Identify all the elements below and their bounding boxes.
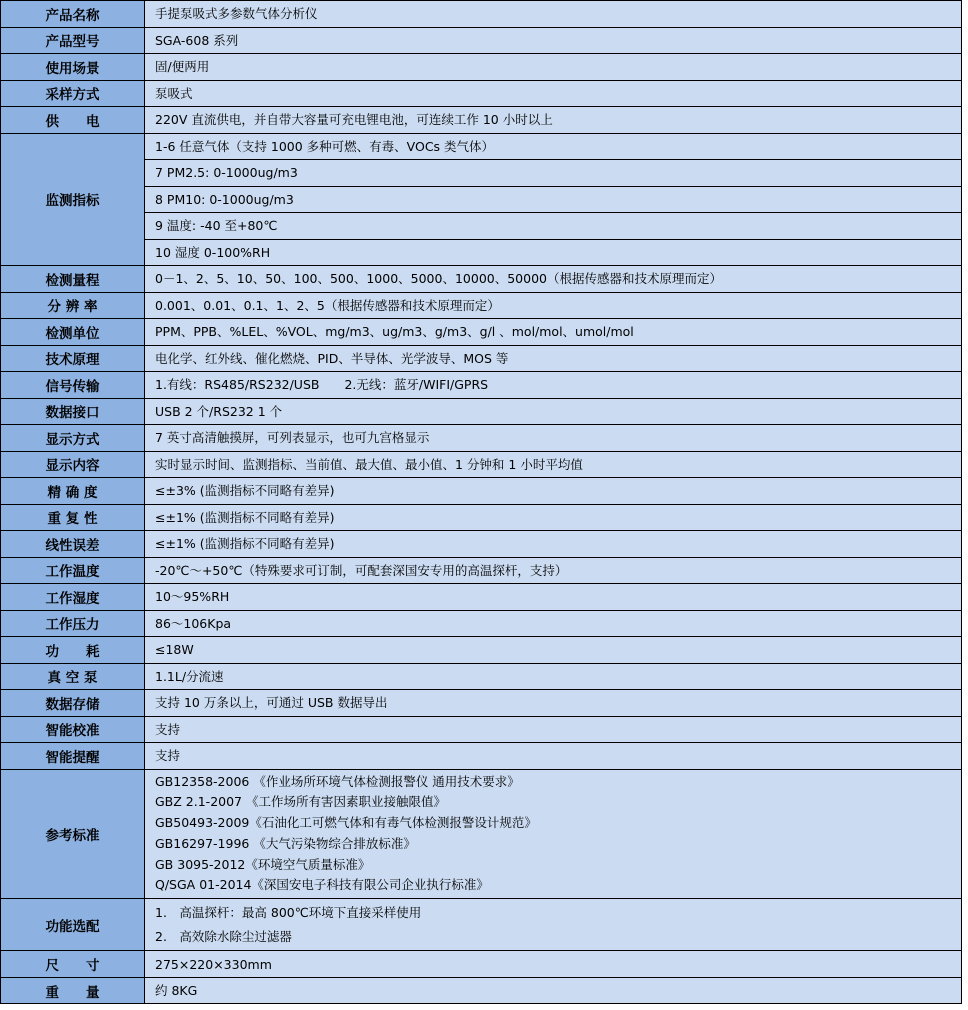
spec-value	[145, 663, 962, 690]
spec-value-line: GB12358-2006 《作业场所环境气体检测报警仪 通用技术要求》	[155, 773, 520, 789]
spec-row	[1, 531, 962, 558]
spec-value	[145, 769, 962, 899]
spec-value	[145, 27, 962, 54]
spec-value-line: 275×220×330mm	[155, 956, 272, 972]
spec-value	[145, 531, 962, 558]
spec-value	[145, 610, 962, 637]
spec-row	[1, 769, 962, 899]
spec-value-line: 1. 高温探杆：最高 800℃环境下直接采样使用	[155, 905, 422, 921]
spec-row	[1, 372, 962, 399]
spec-value-line: SGA-608 系列	[155, 32, 239, 48]
spec-label: 数据接口	[1, 398, 145, 425]
spec-label: 使用场景	[1, 54, 145, 81]
spec-label: 技术原理	[1, 345, 145, 372]
spec-value-line: ≤±1% (监测指标不同略有差异)	[155, 536, 335, 552]
spec-value	[145, 425, 962, 452]
spec-value-line: Q/SGA 01-2014《深国安电子科技有限公司企业执行标准》	[155, 877, 489, 893]
spec-value-line: -20℃～+50℃（特殊要求可订制，可配套深国安专用的高温探杆，支持）	[155, 562, 568, 578]
spec-value-line: 泵吸式	[155, 85, 193, 101]
spec-value	[145, 80, 962, 107]
spec-value-line: 0－1、2、5、10、50、100、500、1000、5000、10000、50000（根据传感器和技术原理而定）	[155, 271, 722, 287]
spec-label: 显示方式	[1, 425, 145, 452]
spec-value-line: 86～106Kpa	[155, 615, 232, 631]
spec-value-line: 1.有线：RS485/RS232/USB 2.无线：蓝牙/WIFI/GPRS	[155, 377, 489, 393]
spec-value	[145, 584, 962, 611]
spec-value	[145, 1, 962, 28]
spec-label: 采样方式	[1, 80, 145, 107]
spec-value	[145, 213, 962, 240]
spec-value-line: 0.001、0.01、0.1、1、2、5（根据传感器和技术原理而定）	[155, 297, 500, 313]
spec-row	[1, 186, 962, 213]
spec-value-line: ≤±3% (监测指标不同略有差异)	[155, 483, 335, 499]
spec-value	[145, 977, 962, 1004]
spec-row	[1, 716, 962, 743]
spec-value	[145, 637, 962, 664]
spec-row	[1, 478, 962, 505]
spec-value-line: ≤±1% (监测指标不同略有差异)	[155, 509, 335, 525]
spec-label: 智能提醒	[1, 743, 145, 770]
spec-row	[1, 899, 962, 951]
spec-label: 真 空 泵	[1, 663, 145, 690]
spec-value-line: 2. 高效除水除尘过滤器	[155, 928, 292, 944]
spec-value	[145, 345, 962, 372]
spec-label: 检测量程	[1, 266, 145, 293]
spec-row	[1, 239, 962, 266]
spec-row	[1, 133, 962, 160]
spec-value-line: 9 温度: -40 至+80℃	[155, 218, 278, 234]
spec-label: 产品名称	[1, 1, 145, 28]
spec-row	[1, 743, 962, 770]
spec-row	[1, 292, 962, 319]
spec-value	[145, 716, 962, 743]
spec-row	[1, 266, 962, 293]
spec-row	[1, 27, 962, 54]
spec-label: 尺 寸	[1, 951, 145, 978]
spec-value-line: 电化学、红外线、催化燃烧、PID、半导体、光学波导、MOS 等	[155, 350, 509, 366]
spec-row	[1, 425, 962, 452]
spec-row	[1, 1, 962, 28]
spec-row	[1, 398, 962, 425]
spec-value	[145, 743, 962, 770]
spec-value-line: GB16297-1996 《大气污染物综合排放标准》	[155, 835, 416, 851]
spec-value-line: GB 3095-2012《环境空气质量标准》	[155, 856, 371, 872]
spec-table-body	[1, 1, 962, 1004]
spec-label: 参考标准	[1, 769, 145, 899]
spec-label: 重 量	[1, 977, 145, 1004]
spec-label: 数据存储	[1, 690, 145, 717]
spec-value	[145, 398, 962, 425]
spec-value	[145, 951, 962, 978]
spec-value-line: 7 PM2.5: 0-1000ug/m3	[155, 165, 298, 181]
spec-value	[145, 899, 962, 951]
spec-row	[1, 504, 962, 531]
spec-label: 重 复 性	[1, 504, 145, 531]
spec-row	[1, 451, 962, 478]
spec-value	[145, 451, 962, 478]
spec-value-line: 1-6 任意气体（支持 1000 多种可燃、有毒、VOCs 类气体）	[155, 138, 495, 154]
spec-label: 检测单位	[1, 319, 145, 346]
spec-value	[145, 186, 962, 213]
spec-value-line: 支持	[155, 721, 181, 737]
spec-value-line: PPM、PPB、%LEL、%VOL、mg/m3、ug/m3、g/m3、g/l 、mol/mol、umol/mol	[155, 324, 634, 340]
spec-label: 信号传输	[1, 372, 145, 399]
spec-row	[1, 54, 962, 81]
spec-value-line: ≤18W	[155, 642, 194, 658]
spec-row	[1, 977, 962, 1004]
spec-value-line: 支持 10 万条以上，可通过 USB 数据导出	[155, 695, 388, 711]
spec-label: 线性误差	[1, 531, 145, 558]
spec-value	[145, 292, 962, 319]
spec-row	[1, 557, 962, 584]
spec-value	[145, 319, 962, 346]
spec-label: 工作压力	[1, 610, 145, 637]
spec-value-line: 8 PM10: 0-1000ug/m3	[155, 191, 294, 207]
spec-value	[145, 239, 962, 266]
spec-value	[145, 504, 962, 531]
spec-value-line: USB 2 个/RS232 1 个	[155, 403, 283, 419]
spec-row	[1, 107, 962, 134]
spec-value	[145, 478, 962, 505]
spec-value	[145, 690, 962, 717]
spec-row	[1, 951, 962, 978]
spec-value	[145, 266, 962, 293]
spec-row	[1, 213, 962, 240]
spec-value-line: 支持	[155, 748, 181, 764]
spec-label: 工作湿度	[1, 584, 145, 611]
spec-label: 功能选配	[1, 899, 145, 951]
spec-value-line: 10 湿度 0-100%RH	[155, 244, 271, 260]
spec-row	[1, 160, 962, 187]
spec-value-line: 220V 直流供电，并自带大容量可充电锂电池，可连续工作 10 小时以上	[155, 112, 553, 128]
spec-value-line: 1.1L/分流速	[155, 668, 224, 684]
spec-label: 智能校准	[1, 716, 145, 743]
spec-value	[145, 160, 962, 187]
spec-row	[1, 80, 962, 107]
spec-value-line: 约 8KG	[155, 983, 198, 999]
spec-label: 供 电	[1, 107, 145, 134]
spec-label: 功 耗	[1, 637, 145, 664]
spec-value-line: GBZ 2.1-2007 《工作场所有害因素职业接触限值》	[155, 794, 446, 810]
spec-value-line: 固/便两用	[155, 59, 210, 75]
spec-row	[1, 319, 962, 346]
spec-value-line: 10～95%RH	[155, 589, 230, 605]
spec-value-line: 实时显示时间、监测指标、当前值、最大值、最小值、1 分钟和 1 小时平均值	[155, 456, 583, 472]
spec-value	[145, 133, 962, 160]
spec-value-line: GB50493-2009《石油化工可燃气体和有毒气体检测报警设计规范》	[155, 815, 537, 831]
spec-value-line: 手提泵吸式多参数气体分析仪	[155, 6, 318, 22]
spec-row	[1, 584, 962, 611]
spec-label: 产品型号	[1, 27, 145, 54]
spec-row	[1, 345, 962, 372]
spec-value	[145, 372, 962, 399]
spec-row	[1, 610, 962, 637]
spec-row	[1, 637, 962, 664]
spec-label: 精 确 度	[1, 478, 145, 505]
spec-row	[1, 690, 962, 717]
spec-label: 显示内容	[1, 451, 145, 478]
spec-label: 监测指标	[1, 133, 145, 266]
spec-value	[145, 557, 962, 584]
spec-value-line: 7 英寸高清触摸屏，可列表显示，也可九宫格显示	[155, 430, 430, 446]
spec-label: 分 辨 率	[1, 292, 145, 319]
spec-value	[145, 107, 962, 134]
spec-label: 工作温度	[1, 557, 145, 584]
spec-row	[1, 663, 962, 690]
spec-value	[145, 54, 962, 81]
